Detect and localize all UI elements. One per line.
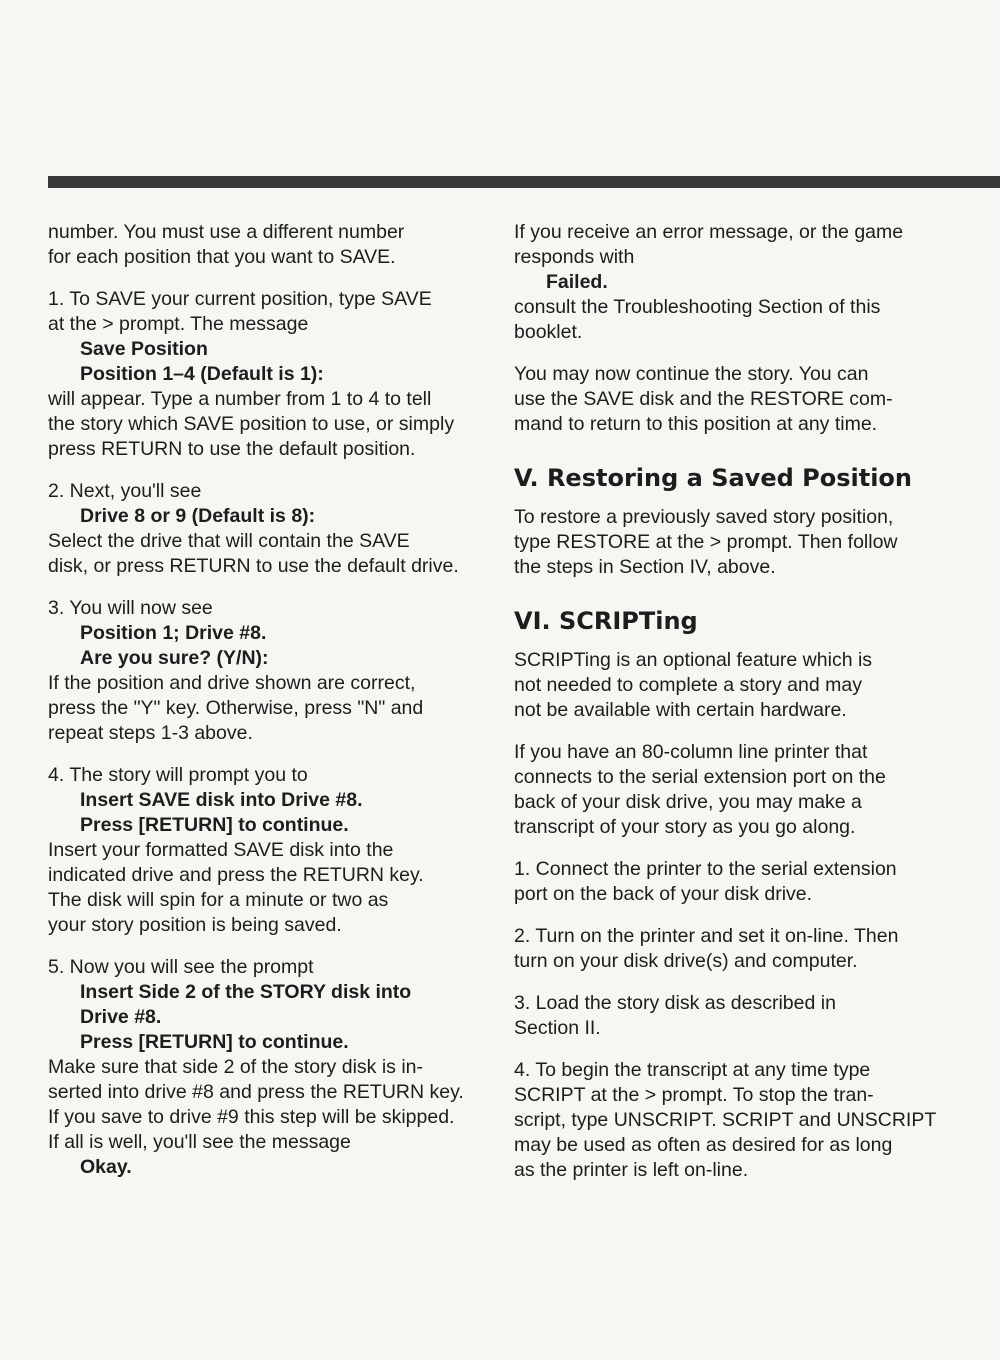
scripting-printer-paragraph [514,740,954,840]
text-line: mand to return to this position at any time. [514,413,878,435]
paragraph-continuation [48,220,488,270]
text-line: type RESTORE at the > prompt. Then follow [514,531,898,553]
text-line: You may now continue the story. You can [514,363,869,385]
text-line: back of your disk drive, you may make a [514,791,862,813]
text-line: your story position is being saved. [48,914,342,936]
text-line: the story which SAVE position to use, or simply [48,413,455,435]
scripting-intro-paragraph [514,648,954,723]
step-2 [48,479,488,579]
text-line: If the position and drive shown are correct, [48,672,416,694]
game-prompt: Failed. [546,271,608,293]
text-line: If you have an 80-column line printer that [514,741,868,763]
text-line: Make sure that side 2 of the story disk is in- [48,1056,423,1078]
text-line: If you save to drive #9 this step will be skipped. [48,1106,455,1128]
text-line: disk, or press RETURN to use the default drive. [48,555,459,577]
text-line: transcript of your story as you go along. [514,816,856,838]
text-line: serted into drive #8 and press the RETURN key. [48,1081,464,1103]
game-prompt: Save Position [80,338,208,360]
scripting-step-4 [514,1058,954,1183]
text-line: Select the drive that will contain the SAVE [48,530,410,552]
text-line: the steps in Section IV, above. [514,556,776,578]
scripting-step-1 [514,857,954,907]
text-line: port on the back of your disk drive. [514,883,813,905]
game-prompt: Drive #8. [80,1006,162,1028]
text-line: script, type UNSCRIPT. SCRIPT and UNSCRIPT [514,1109,937,1131]
game-prompt: Insert Side 2 of the STORY disk into [80,981,412,1003]
text-line: 1. Connect the printer to the serial extension [514,858,897,880]
text-line: repeat steps 1-3 above. [48,722,253,744]
text-line: consult the Troubleshooting Section of this [514,296,881,318]
text-line: 5. Now you will see the prompt [48,956,314,978]
text-line: 1. To SAVE your current position, type SAVE [48,288,432,310]
text-line: booklet. [514,321,583,343]
text-line: not needed to complete a story and may [514,674,862,696]
text-line: SCRIPTing is an optional feature which is [514,649,873,671]
header-rule [48,176,1000,188]
text-line: 3. You will now see [48,597,213,619]
game-prompt: Are you sure? (Y/N): [80,647,269,669]
text-line: may be used as often as desired for as long [514,1134,893,1156]
step-3 [48,596,488,746]
game-prompt: Drive 8 or 9 (Default is 8): [80,505,316,527]
text-line: 2. Next, you'll see [48,480,202,502]
text-line: 2. Turn on the printer and set it on-line. Then [514,925,899,947]
text-line: for each position that you want to SAVE. [48,246,396,268]
left-column [48,220,488,1197]
text-line: turn on your disk drive(s) and computer. [514,950,858,972]
section-heading-scripting: VI. SCRIPTing [514,607,698,635]
scripting-step-3 [514,991,954,1041]
text-line: responds with [514,246,635,268]
text-line: 4. To begin the transcript at any time type [514,1059,871,1081]
text-line: at the > prompt. The message [48,313,309,335]
game-prompt: Position 1–4 (Default is 1): [80,363,324,385]
game-prompt: Press [RETURN] to continue. [80,1031,349,1053]
right-column [514,220,954,1200]
scripting-step-2 [514,924,954,974]
text-line: The disk will spin for a minute or two as [48,889,389,911]
text-line: press RETURN to use the default position. [48,438,416,460]
text-line: not be available with certain hardware. [514,699,847,721]
text-line: To restore a previously saved story position, [514,506,894,528]
text-line: If you receive an error message, or the game [514,221,904,243]
continue-paragraph [514,362,954,437]
step-1 [48,287,488,462]
game-prompt: Position 1; Drive #8. [80,622,267,644]
text-line: press the "Y" key. Otherwise, press "N" and [48,697,424,719]
step-4 [48,763,488,938]
game-prompt: Insert SAVE disk into Drive #8. [80,789,363,811]
text-line: indicated drive and press the RETURN key. [48,864,424,886]
text-line: 4. The story will prompt you to [48,764,308,786]
text-line: connects to the serial extension port on the [514,766,886,788]
text-line: If all is well, you'll see the message [48,1131,351,1153]
text-line: SCRIPT at the > prompt. To stop the tran- [514,1084,874,1106]
restoring-paragraph [514,505,954,580]
text-line: use the SAVE disk and the RESTORE com- [514,388,893,410]
text-line: Section II. [514,1017,601,1039]
step-5 [48,955,488,1180]
text-line: number. You must use a different number [48,221,405,243]
error-paragraph [514,220,954,345]
section-heading-restoring: V. Restoring a Saved Position [514,464,912,492]
text-line: will appear. Type a number from 1 to 4 to tell [48,388,432,410]
text-line: as the printer is left on-line. [514,1159,749,1181]
game-prompt: Press [RETURN] to continue. [80,814,349,836]
game-prompt: Okay. [80,1156,132,1178]
text-line: Insert your formatted SAVE disk into the [48,839,394,861]
text-line: 3. Load the story disk as described in [514,992,836,1014]
